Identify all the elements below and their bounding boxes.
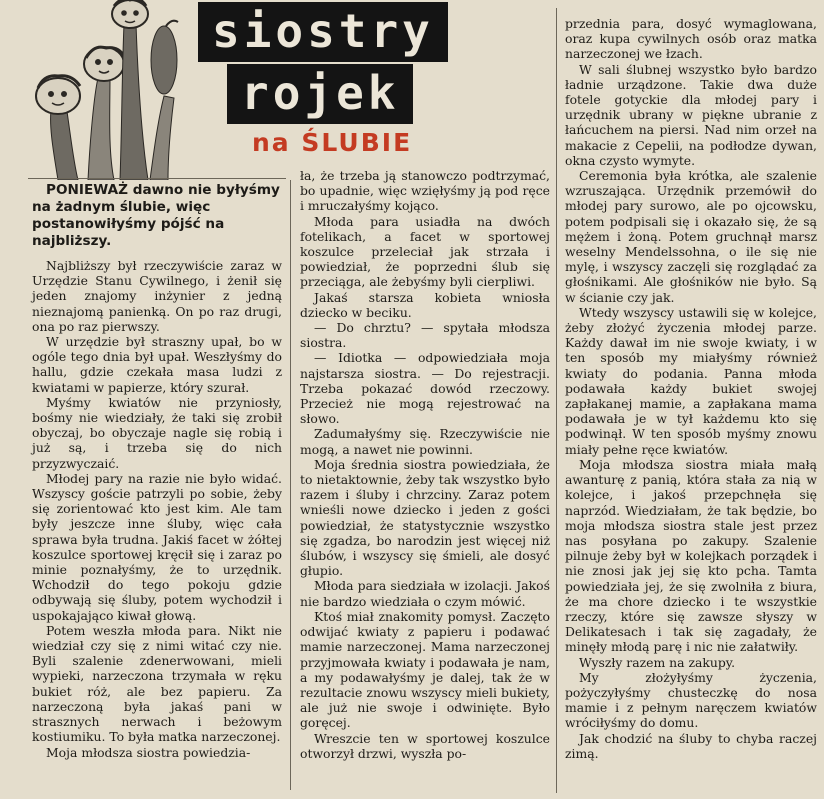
paragraph: Moja średnia siostra powiedziała, że to nietaktownie, żeby tak wszystko było razem i śluby i chrzciny. Zaraz potem wnieśli nowe dziecko i jeden z gości powiedział, że statystycznie wszystko się zgadza, bo narodzin jest więcej niż ślubów, i wszyscy się śmieli, ale dosyć głupio. bbox=[300, 456, 550, 579]
paragraph: Jak chodzić na śluby to chyba raczej zimą. bbox=[565, 730, 817, 761]
paragraph: My złożyłyśmy życzenia, pożyczyłyśmy chusteczkę do nosa mamie i z pełnym naręczem kwiatów wróciłyśmy do domu. bbox=[565, 669, 817, 731]
paragraph: Młoda para siedziała w izolacji. Jakoś nie bardzo wiedziała o czym mówić. bbox=[300, 578, 550, 609]
paragraph: Młoda para usiadła na dwóch fotelikach, a facet w sportowej koszulce przeleciał jak strzała i powiedział, że poprzedni ślub się przeciąga, ale żebyśmy byli cierpliwi. bbox=[300, 213, 550, 290]
divider bbox=[28, 178, 286, 179]
girls-illustration bbox=[18, 0, 183, 180]
paragraph: — Idiotka — odpowiedziała moja najstarsza siostra. — Do rejestracji. Trzeba pokazać dowód rzeczowy. Przecież nie mogą rejestrować na słowo. bbox=[300, 350, 550, 427]
article-column-1 bbox=[32, 182, 282, 760]
paragraph: Wtedy wszyscy ustawili się w kolejce, żeby złożyć życzenia młodej parze. Każdy dawał im nie swoje kwiaty, i w ten sposób my miałyśmy również kwiaty do podania. Panna młoda podawała każdy bukiet swojej zapłakanej mamie, a zapłakana mama podawała je w tył każdemu kto się podwinął. W ten sposób myśmy znowu miały pełne ręce kwiatów. bbox=[565, 304, 817, 457]
column-rule bbox=[290, 180, 291, 790]
paragraph: Moja młodsza siostra powiedzia- bbox=[46, 744, 251, 760]
title-line-2: rojek bbox=[227, 64, 413, 124]
lead-paragraph: PONIEWAŻ dawno nie byłyśmy na żadnym ślubie, więc postanowiłyśmy pójść na najbliższy. bbox=[32, 182, 280, 249]
paragraph: Najbliższy był rzeczywiście zaraz w Urzędzie Stanu Cywilnego, i żenił się jeden znajomy inżynier z jedną nieznajomą panienką. On po raz drugi, ona po raz pierwszy. bbox=[32, 258, 282, 334]
paragraph: Wyszły razem na zakupy. bbox=[579, 654, 736, 670]
paragraph: Ktoś miał znakomity pomysł. Zaczęto odwijać kwiaty z papieru i podawać mamie narzeczonej. Mama narzeczonej przyjmowała kwiaty i podawała je nam, a my podawałyśmy je dalej, tak że w rezultacie znowu wszyscy mieli bukiety, ale już nie swoje i odwinięte. Było goręcej. bbox=[300, 608, 550, 731]
paragraph: Moja młodsza siostra miała małą awanturę z panią, która stała za nią w kolejce, i jakoś przepchnęła się naprzód. Wiedziałam, że tak będzie, bo moja młodsza siostra stale jest przez nas posyłana po zakupy. Szalenie pilnuje żeby był w kolejkach porządek i nie znosi jak jej się kto pcha. Tamta powiedziała jej, że się zwolniła z biura, że ma chore dziecko i te wszystkie rzeczy, które się zawsze słyszy w Delikatesach i tak się zagadały, że minęły młodą parę i nic nie załatwiły. bbox=[565, 456, 817, 655]
paragraph: — Do chrztu? — spytała młodsza siostra. bbox=[300, 320, 550, 351]
paragraph: W sali ślubnej wszystko było bardzo ładnie urządzone. Takie dwa duże fotele gotyckie dla młodej pary i urzędnik ubrany w piękne ubranie z łańcuchem na piersi. Nad nim orzeł na makacie z Cepelii, na podłodze dywan, okna czysto wymyte. bbox=[565, 61, 817, 168]
title-line-1: siostry bbox=[198, 2, 448, 62]
article-column-3 bbox=[565, 16, 817, 761]
paragraph: Zadumałyśmy się. Rzeczywiście nie mogą, a nawet nie powinni. bbox=[300, 426, 550, 457]
article-column-2 bbox=[300, 168, 550, 761]
paragraph: W urzędzie był straszny upał, bo w ogóle tego dnia był upał. Weszłyśmy do hallu, gdzie czekała masa ludzi z kwiatami w papierze, który szurał. bbox=[32, 334, 282, 395]
paragraph: Młodej pary na razie nie było widać. Wszyscy goście patrzyli po sobie, żeby się zorientować kto jest kim. Ale tam były jeszcze inne śluby, więc cała sprawa była trudna. Jakiś facet w żółtej koszulce sportowej kręcił się i zaraz po minie poznałyśmy, że to urzędnik. Wchodził do tego pokoju gdzie odbywają się śluby, potem wychodził i uspokajająco kiwał głową. bbox=[32, 470, 282, 623]
paragraph: Myśmy kwiatów nie przyniosły, bośmy nie wiedziały, że taki się zrobił obyczaj, bo obyczaje nagle się robią i już są, i trzeba się do nich przyzwyczaić. bbox=[32, 394, 282, 471]
paragraph: przednia para, dosyć wymaglowana, oraz kupa cywilnych osób oraz matka narzeczonej we łzach. bbox=[565, 16, 817, 62]
column-rule bbox=[556, 8, 557, 793]
title-line-3: na ŚLUBIE bbox=[252, 128, 413, 157]
paragraph: ła, że trzeba ją stanowczo podtrzymać, bo upadnie, więc wzięłyśmy ją pod ręce i mruczałyśmy kojąco. bbox=[300, 168, 550, 214]
paragraph: Ceremonia była krótka, ale szalenie wzruszająca. Urzędnik przemówił do młodej pary surowo, ale po ojcowsku, potem podpisali się i okazało się, że są mężem i żoną. Potem gruchnął marsz weselny Mendelssohna, o ile się nie mylę, i wszyscy zaczęli się rozglądać za głośnikami. Ale głośników nie było. Są w ścianie czy jak. bbox=[565, 168, 817, 305]
paragraph: Wreszcie ten w sportowej koszulce otworzył drzwi, wyszła po- bbox=[300, 730, 550, 761]
paragraph: Jakaś starsza kobieta wniosła dziecko w beciku. bbox=[300, 289, 550, 320]
paragraph: Potem weszła młoda para. Nikt nie wiedział czy się z nimi witać czy nie. Byli szalenie zdenerwowani, mieli wypieki, narzeczona trzymała w ręku bukiet róż, ale bez papieru. Za narzeczoną była jakaś pani w strasznych nerwach i beżowym kostiumiku. To była matka narzeczonej. bbox=[32, 622, 282, 745]
